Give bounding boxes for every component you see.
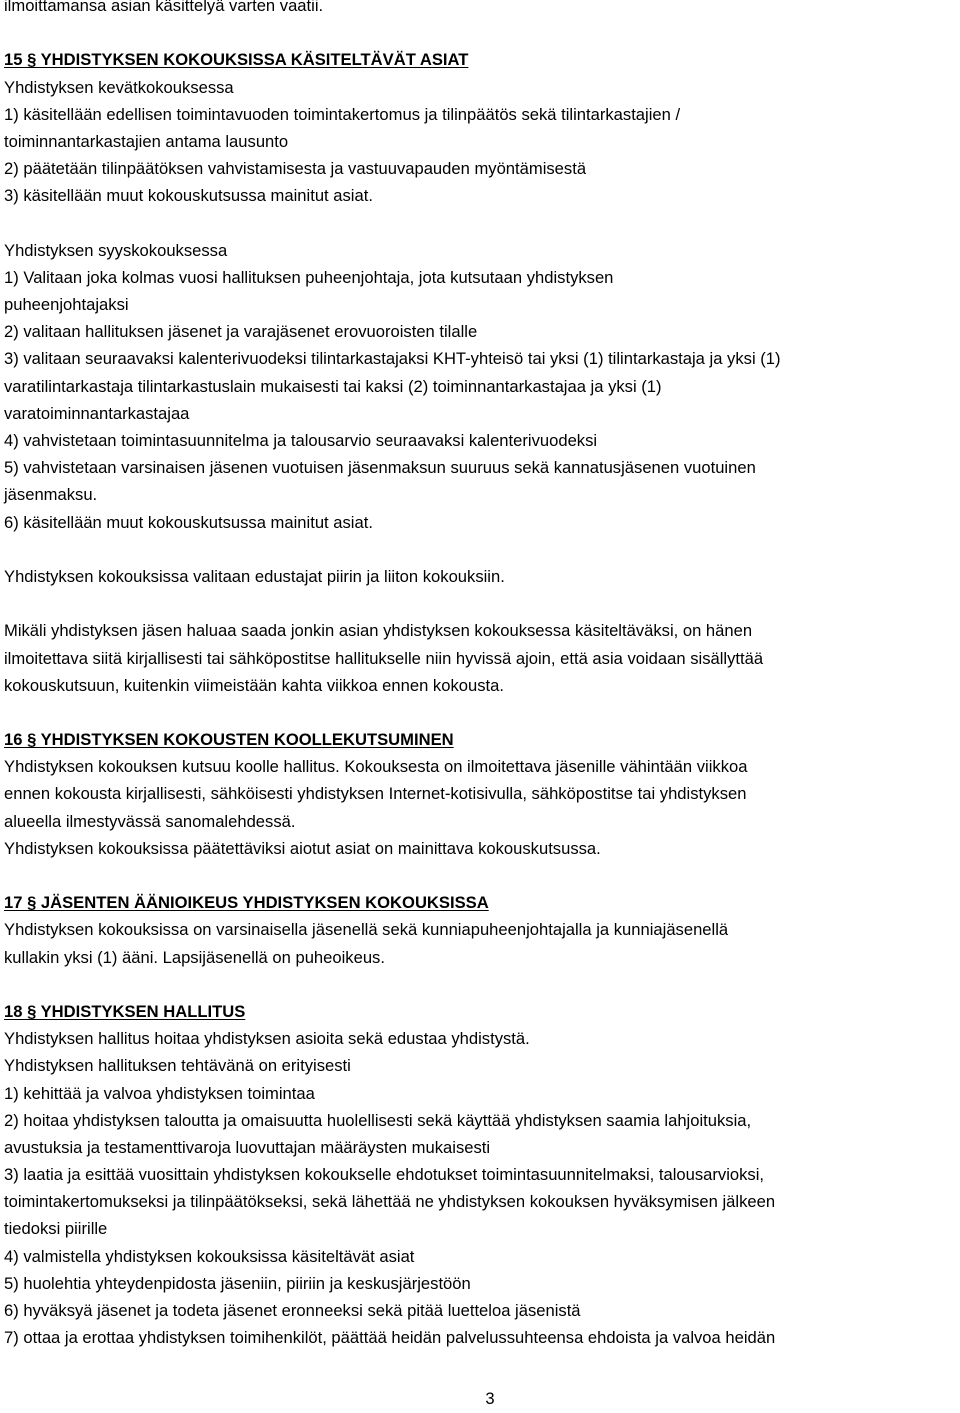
autumn-meeting-title: Yhdistyksen syyskokouksessa — [4, 240, 228, 260]
text-line: kullakin yksi (1) ääni. Lapsijäsenellä on puheoikeus. — [4, 947, 385, 967]
paragraph-gap — [4, 590, 958, 617]
text-line: 3) valitaan seuraavaksi kalenterivuodeksi tilintarkastajaksi KHT-yhteisö tai yksi (1) tilintarkastaja ja yksi (1) — [4, 349, 781, 369]
paragraph-gap — [4, 19, 958, 46]
text-line: 2) valitaan hallituksen jäsenet ja varajäsenet erovuoroisten tilalle — [4, 322, 478, 342]
text-line: varatilintarkastaja tilintarkastuslain mukaisesti tai kaksi (2) toiminnantarkastajaa ja yksi (1) — [4, 376, 662, 396]
text-line: Mikäli yhdistyksen jäsen haluaa saada jonkin asian yhdistyksen kokouksessa käsiteltäväksi, on hänen — [4, 621, 753, 641]
list-item: 2) hoitaa yhdistyksen taloutta ja omaisuutta huolellisesti sekä käyttää yhdistyksen saamia lahjoituksia, — [4, 1110, 752, 1130]
list-item: 5) huolehtia yhteydenpidosta jäseniin, piiriin ja keskusjärjestöön — [4, 1273, 471, 1293]
text-line: jäsenmaksu. — [4, 485, 98, 505]
text-line: Yhdistyksen kokouksissa on varsinaisella jäsenellä sekä kunniapuheenjohtajalla ja kunniajäsenellä — [4, 920, 729, 940]
page-number: 3 — [485, 1389, 495, 1408]
text-line: varatoiminnantarkastajaa — [4, 403, 190, 423]
paragraph-gap — [4, 862, 958, 889]
document-page — [4, 0, 958, 1351]
text-line: 2) päätetään tilinpäätöksen vahvistamisesta ja vastuuvapauden myöntämisestä — [4, 159, 587, 179]
text-line: kokouskutsuun, kuitenkin viimeistään kahta viikkoa ennen kokousta. — [4, 675, 504, 695]
list-item: 3) laatia ja esittää vuosittain yhdistyksen kokoukselle ehdotukset toimintasuunnitelmaksi, talousarvioksi, — [4, 1165, 765, 1185]
list-item: avustuksia ja testamenttivaroja luovuttajan määräysten mukaisesti — [4, 1137, 491, 1157]
section-18-heading: 18 § YHDISTYKSEN HALLITUS — [4, 1001, 246, 1021]
text-line: toiminnantarkastajien antama lausunto — [4, 131, 289, 151]
list-item: 4) valmistella yhdistyksen kokouksissa käsiteltävät asiat — [4, 1246, 415, 1266]
text-line: 1) käsitellään edellisen toimintavuoden toimintakertomus ja tilinpäätös sekä tilintarkastajien / — [4, 104, 681, 124]
text-line: Yhdistyksen hallitus hoitaa yhdistyksen asioita sekä edustaa yhdistystä. — [4, 1029, 530, 1049]
text-line: Yhdistyksen hallituksen tehtävänä on erityisesti — [4, 1056, 351, 1076]
text-line: Yhdistyksen kokouksissa valitaan edustajat piirin ja liiton kokouksiin. — [4, 566, 505, 586]
list-item: tiedoksi piirille — [4, 1219, 108, 1239]
text-line: 5) vahvistetaan varsinaisen jäsenen vuotuisen jäsenmaksun suuruus sekä kannatusjäsenen vuotuinen — [4, 458, 756, 478]
section-16-heading: 16 § YHDISTYKSEN KOKOUSTEN KOOLLEKUTSUMINEN — [4, 730, 454, 750]
text-line: puheenjohtajaksi — [4, 295, 129, 315]
list-item: 6) hyväksyä jäsenet ja todeta jäsenet eronneeksi sekä pitää luetteloa jäsenistä — [4, 1301, 581, 1320]
section-17-heading: 17 § JÄSENTEN ÄÄNIOIKEUS YHDISTYKSEN KOKOUKSISSA — [4, 893, 489, 913]
section-15-heading: 15 § YHDISTYKSEN KOKOUKSISSA KÄSITELTÄVÄT ASIAT — [4, 50, 469, 70]
text-line: Yhdistyksen kokouksen kutsuu koolle hallitus. Kokouksesta on ilmoitettava jäsenille vähintään viikkoa — [4, 757, 748, 777]
text-line: 3) käsitellään muut kokouskutsussa mainitut asiat. — [4, 186, 373, 206]
list-item: 1) kehittää ja valvoa yhdistyksen toimintaa — [4, 1083, 315, 1103]
paragraph-gap — [4, 210, 958, 237]
text-line: Yhdistyksen kokouksissa päätettäviksi aiotut asiat on mainittava kokouskutsussa. — [4, 838, 601, 858]
spring-meeting-title: Yhdistyksen kevätkokouksessa — [4, 77, 234, 97]
paragraph-gap — [4, 971, 958, 998]
text-line: 1) Valitaan joka kolmas vuosi hallituksen puheenjohtaja, jota kutsutaan yhdistyksen — [4, 267, 614, 287]
paragraph-gap — [4, 699, 958, 726]
text-line: ilmoitettava siitä kirjallisesti tai sähköpostitse hallitukselle niin hyvissä ajoin, että asia voidaan sisällyttää — [4, 648, 764, 668]
list-item: toimintakertomukseksi ja tilinpäätökseksi, sekä lähettää ne yhdistyksen kokouksen hyväksymisen jälkeen — [4, 1192, 776, 1212]
text-line: ennen kokousta kirjallisesti, sähköisesti yhdistyksen Internet-kotisivulla, sähköpostitse tai yhdistyksen — [4, 784, 747, 804]
text-line: ilmoittamansa asian käsittelyä varten vaatii. — [4, 0, 324, 15]
text-line: 6) käsitellään muut kokouskutsussa mainitut asiat. — [4, 512, 373, 532]
text-line: alueella ilmestyvässä sanomalehdessä. — [4, 811, 296, 831]
paragraph-gap — [4, 536, 958, 563]
list-item: 7) ottaa ja erottaa yhdistyksen toimihenkilöt, päättää heidän palvelussuhteensa ehdoista ja valvoa heidän — [4, 1328, 776, 1348]
text-line: 4) vahvistetaan toimintasuunnitelma ja talousarvio seuraavaksi kalenterivuodeksi — [4, 431, 598, 450]
